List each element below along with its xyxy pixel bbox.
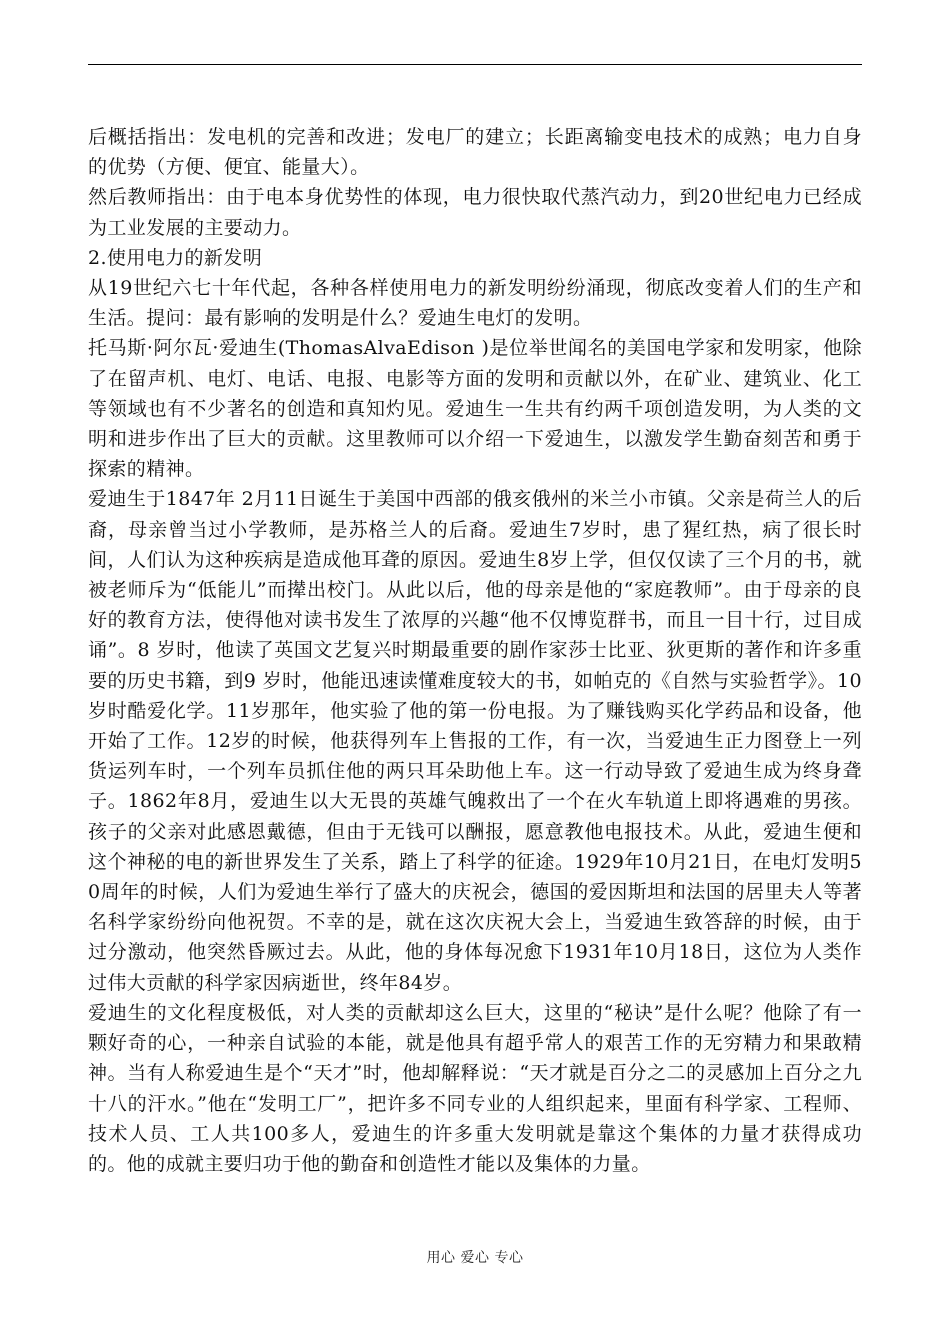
paragraph-teacher-note: 然后教师指出：由于电本身优势性的体现，电力很快取代蒸汽动力，到20世纪电力已经成为工业发展的主要动力。	[88, 186, 862, 239]
header-rule	[88, 64, 862, 65]
paragraph-edison-intro: 托马斯·阿尔瓦·爱迪生(ThomasAlvaEdison )是位举世闻名的美国电学家和发明家，他除了在留声机、电灯、电话、电报、电影等方面的发明和贡献以外，在矿业、建筑业、化工等领域也有不少著名的创造和真知灼见。爱迪生一生共有约两千项创造发明，为人类的文明和进步作出了巨大的贡献。这里教师可以介绍一下爱迪生，以激发学生勤奋刻苦和勇于探索的精神。	[88, 337, 862, 481]
paragraph-summary: 后概括指出：发电机的完善和改进；发电厂的建立；长距离输变电技术的成熟；电力自身的优势（方便、便宜、能量大）。	[88, 126, 862, 179]
paragraph-new-inventions: 从19世纪六七十年代起，各种各样使用电力的新发明纷纷涌现，彻底改变着人们的生产和生活。提问：最有影响的发明是什么？爱迪生电灯的发明。	[88, 277, 862, 330]
document-body	[88, 122, 862, 1179]
paragraph-edison-biography: 爱迪生于1847年 2月11日诞生于美国中西部的俄亥俄州的米兰小市镇。父亲是荷兰人的后裔，母亲曾当过小学教师，是苏格兰人的后裔。爱迪生7岁时，患了猩红热，病了很长时间，人们认为这种疾病是造成他耳聋的原因。爱迪生8岁上学，但仅仅读了三个月的书，就被老师斥为“低能儿”而撵出校门。从此以后，他的母亲是他的“家庭教师”。由于母亲的良好的教育方法，使得他对读书发生了浓厚的兴趣“他不仅博览群书，而且一目十行，过目成诵”。8 岁时，他读了英国文艺复兴时期最重要的剧作家莎士比亚、狄更斯的著作和许多重要的历史书籍，到9 岁时，他能迅速读懂难度较大的书，如帕克的《自然与实验哲学》。10岁时酷爱化学。11岁那年，他实验了他的第一份电报。为了赚钱购买化学药品和设备，他开始了工作。12岁的时候，他获得列车上售报的工作，有一次，当爱迪生正力图登上一列货运列车时，一个列车员抓住他的两只耳朵助他上车。这一行动导致了爱迪生成为终身聋子。1862年8月，爱迪生以大无畏的英雄气魄救出了一个在火车轨道上即将遇难的男孩。孩子的父亲对此感恩戴德，但由于无钱可以酬报，愿意教他电报技术。从此，爱迪生便和这个神秘的电的新世界发生了关系，踏上了科学的征途。1929年10月21日，在电灯发明50周年的时候，人们为爱迪生举行了盛大的庆祝会，德国的爱因斯坦和法国的居里夫人等著名科学家纷纷向他祝贺。不幸的是，就在这次庆祝大会上，当爱迪生致答辞的时候，由于过分激动，他突然昏厥过去。从此，他的身体每况愈下1931年10月18日，这位为人类作过伟大贡献的科学家因病逝世，终年84岁。	[88, 488, 862, 994]
section-heading: 2.使用电力的新发明	[88, 246, 263, 269]
paragraph-edison-secret: 爱迪生的文化程度极低，对人类的贡献却这么巨大，这里的“秘诀”是什么呢？他除了有一颗好奇的心，一种亲自试验的本能，就是他具有超乎常人的艰苦工作的无穷精力和果敢精神。当有人称爱迪生是个“天才”时，他却解释说：“天才就是百分之二的灵感加上百分之九十八的汗水。”他在“发明工厂”，把许多不同专业的人组织起来，里面有科学家、工程师、技术人员、工人共100多人，爱迪生的许多重大发明就是靠这个集体的力量才获得成功的。他的成就主要归功于他的勤奋和创造性才能以及集体的力量。	[88, 1001, 862, 1175]
page-footer: 用心 爱心 专心	[426, 1250, 524, 1266]
